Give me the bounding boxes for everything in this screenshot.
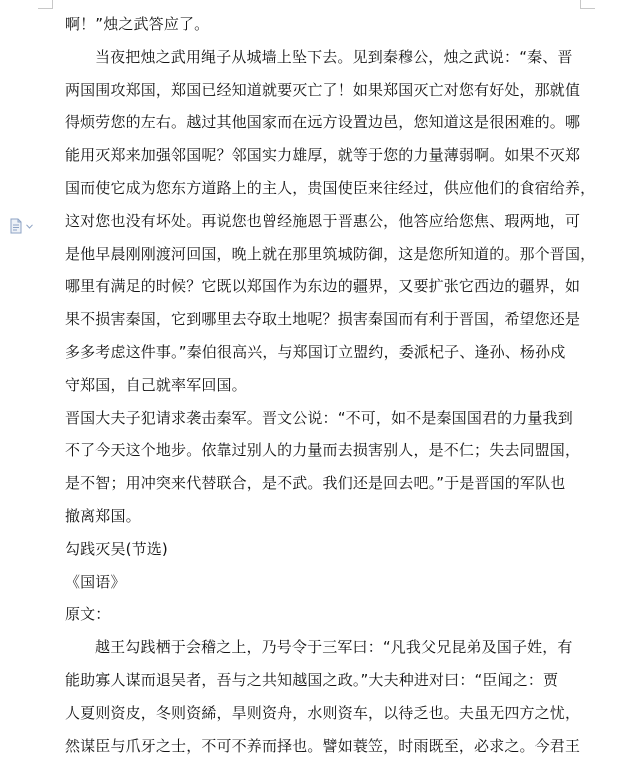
section-title: 勾践灭吴(节选) bbox=[65, 539, 168, 558]
text-line: 多多考虑这件事。”秦伯很高兴，与郑国订立盟约，委派杞子、逢孙、杨孙戍 bbox=[65, 342, 566, 361]
paragraph-start-line: 当夜把烛之武用绳子从城墙上坠下去。见到秦穆公，烛之武说：“秦、晋 bbox=[95, 47, 573, 66]
text-line: 守郑国，自己就率军回国。 bbox=[65, 375, 247, 394]
text-line: 能助寡人谋而退吴者，吾与之共知越国之政。”大夫种进对曰：“臣闻之：贾 bbox=[65, 670, 559, 689]
margin-note-button[interactable] bbox=[9, 218, 39, 234]
text-line: 得烦劳您的左右。越过其他国家而在远方设置边邑，您知道这是很困难的。哪 bbox=[65, 113, 581, 132]
chevron-down-icon bbox=[26, 224, 33, 229]
source-title: 《国语》 bbox=[65, 572, 126, 591]
text-line: 撤离郑国。 bbox=[65, 506, 141, 525]
text-line: 是不智；用冲突来代替联合，是不武。我们还是回去吧。”于是晋国的军队也 bbox=[65, 474, 566, 493]
text-line: 这对您也没有坏处。再说您也曾经施恩于晋惠公，他答应给您焦、瑕两地，可 bbox=[65, 211, 581, 230]
paragraph-start-line: 越王勾践栖于会稽之上，乃号令于三军曰：“凡我父兄昆弟及国子姓，有 bbox=[95, 638, 573, 657]
document-comment-icon bbox=[9, 218, 23, 234]
text-line: 人夏则资皮，冬则资絺，旱则资舟，水则资车，以待乏也。夫虽无四方之忧， bbox=[65, 703, 581, 722]
text-line: 不了今天这个地步。依靠过别人的力量而去损害别人，是不仁；失去同盟国， bbox=[65, 441, 581, 460]
text-line: 是他早晨刚刚渡河回国，晚上就在那里筑城防御，这是您所知道的。那个晋国， bbox=[65, 244, 596, 263]
text-line: 啊！”烛之武答应了。 bbox=[65, 15, 210, 33]
text-line: 然谋臣与爪牙之士，不可不养而择也。譬如蓑笠，时雨既至，必求之。今君王 bbox=[65, 736, 581, 755]
text-line: 能用灭郑来加强邻国呢？邻国实力雄厚，就等于您的力量薄弱啊。如果不灭郑 bbox=[65, 146, 581, 165]
text-line: 果不损害秦国，它到哪里去夺取土地呢？损害秦国而有利于晋国，希望您还是 bbox=[65, 310, 581, 329]
page-corner-mark-left bbox=[38, 0, 53, 9]
text-line: 两国围攻郑国，郑国已经知道就要灭亡了！如果郑国灭亡对您有好处，那就值 bbox=[65, 80, 581, 99]
original-text-heading: 原文： bbox=[65, 605, 111, 624]
document-body bbox=[65, 0, 596, 762]
paragraph-start-line: 晋国大夫子犯请求袭击秦军。晋文公说：“不可，如不是秦国国君的力量我到 bbox=[65, 408, 573, 427]
text-line: 国而使它成为您东方道路上的主人，贵国使臣来往经过，供应他们的食宿给养， bbox=[65, 178, 596, 197]
text-line: 哪里有满足的时候？它既以郑国作为东边的疆界，又要扩张它西边的疆界，如 bbox=[65, 277, 581, 296]
